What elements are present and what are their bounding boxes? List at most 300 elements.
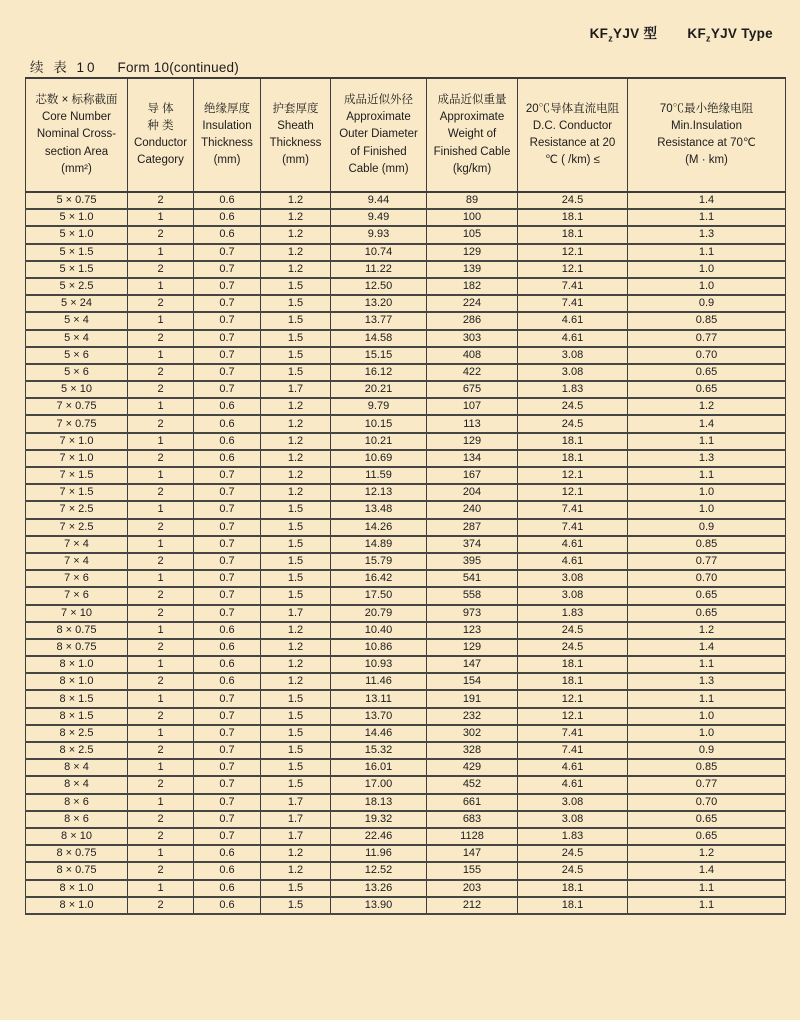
- table-cell: 13.70: [331, 708, 427, 725]
- table-cell: 0.7: [194, 364, 261, 381]
- table-cell: 302: [427, 725, 518, 742]
- table-cell: 2: [128, 192, 194, 209]
- column-header-core-number-cross-section: [26, 78, 128, 192]
- column-header-approx-outer-diameter: [331, 78, 427, 192]
- table-cell: 4.61: [518, 330, 628, 347]
- table-cell: 113: [427, 415, 518, 432]
- table-cell: 1.2: [261, 656, 331, 673]
- table-row: [26, 759, 786, 776]
- table-cell: 0.7: [194, 587, 261, 604]
- table-cell: 0.65: [628, 587, 786, 604]
- header-line: 成品近似重量: [437, 93, 507, 106]
- table-cell: 1.83: [518, 381, 628, 398]
- table-cell: 7 × 0.75: [26, 398, 128, 415]
- table-cell: 4.61: [518, 536, 628, 553]
- table-cell: 422: [427, 364, 518, 381]
- table-row: [26, 536, 786, 553]
- table-cell: 12.1: [518, 261, 628, 278]
- table-row: [26, 656, 786, 673]
- table-cell: 5 × 4: [26, 312, 128, 329]
- table-row: [26, 450, 786, 467]
- table-cell: 17.50: [331, 587, 427, 604]
- table-cell: 2: [128, 415, 194, 432]
- table-body: [26, 192, 786, 914]
- table-cell: 1.1: [628, 656, 786, 673]
- table-cell: 0.7: [194, 295, 261, 312]
- table-cell: 1.5: [261, 587, 331, 604]
- table-cell: 20.21: [331, 381, 427, 398]
- model-prefix-cn: KF: [589, 26, 609, 41]
- table-cell: 1.0: [628, 501, 786, 518]
- table-cell: 1.2: [261, 622, 331, 639]
- header-line: (mm): [213, 154, 241, 167]
- table-header: [26, 78, 786, 192]
- header-line: Cable (mm): [348, 162, 409, 175]
- table-cell: 1.5: [261, 553, 331, 570]
- table-cell: 12.1: [518, 708, 628, 725]
- table-cell: 0.7: [194, 261, 261, 278]
- table-cell: 0.7: [194, 759, 261, 776]
- table-cell: 0.85: [628, 759, 786, 776]
- table-cell: 89: [427, 192, 518, 209]
- table-cell: 15.79: [331, 553, 427, 570]
- table-cell: 155: [427, 862, 518, 879]
- table-cell: 2: [128, 484, 194, 501]
- table-cell: 8 × 0.75: [26, 845, 128, 862]
- table-cell: 0.7: [194, 467, 261, 484]
- table-cell: 3.08: [518, 570, 628, 587]
- table-cell: 12.52: [331, 862, 427, 879]
- table-cell: 4.61: [518, 312, 628, 329]
- table-cell: 20.79: [331, 605, 427, 622]
- table-cell: 1.5: [261, 708, 331, 725]
- table-cell: 212: [427, 897, 518, 914]
- table-cell: 3.08: [518, 794, 628, 811]
- table-cell: 1.2: [261, 244, 331, 261]
- table-cell: 7 × 1.5: [26, 467, 128, 484]
- table-cell: 0.7: [194, 244, 261, 261]
- header-line: D.C. Conductor: [532, 119, 613, 132]
- table-cell: 395: [427, 553, 518, 570]
- table-cell: 683: [427, 811, 518, 828]
- table-row: [26, 244, 786, 261]
- model-suffix-cn: YJV 型: [613, 26, 658, 41]
- header-line: (M · km): [685, 154, 728, 167]
- table-cell: 1.2: [628, 622, 786, 639]
- table-cell: 1.0: [628, 261, 786, 278]
- table-cell: 134: [427, 450, 518, 467]
- table-cell: 0.6: [194, 656, 261, 673]
- header-line: Category: [137, 154, 184, 167]
- table-cell: 1.7: [261, 828, 331, 845]
- table-cell: 0.6: [194, 845, 261, 862]
- table-cell: 1: [128, 690, 194, 707]
- table-cell: 1: [128, 656, 194, 673]
- table-cell: 4.61: [518, 553, 628, 570]
- table-cell: 1: [128, 570, 194, 587]
- table-cell: 10.74: [331, 244, 427, 261]
- table-cell: 5 × 1.0: [26, 226, 128, 243]
- table-cell: 16.42: [331, 570, 427, 587]
- table-row: [26, 519, 786, 536]
- table-cell: 1.83: [518, 828, 628, 845]
- table-cell: 0.6: [194, 398, 261, 415]
- model-subscript-en: z: [706, 33, 711, 44]
- table-cell: 429: [427, 759, 518, 776]
- table-cell: 13.90: [331, 897, 427, 914]
- table-cell: 0.65: [628, 381, 786, 398]
- table-row: [26, 708, 786, 725]
- table-cell: 1.2: [261, 261, 331, 278]
- table-cell: 8 × 4: [26, 759, 128, 776]
- table-cell: 1.7: [261, 811, 331, 828]
- table-cell: 1.0: [628, 708, 786, 725]
- column-header-dc-conductor-resistance: [518, 78, 628, 192]
- header-line: 导 体: [147, 102, 174, 115]
- table-cell: 204: [427, 484, 518, 501]
- table-cell: 10.15: [331, 415, 427, 432]
- table-cell: 1.2: [628, 845, 786, 862]
- table-cell: 11.59: [331, 467, 427, 484]
- table-row: [26, 415, 786, 432]
- table-row: [26, 587, 786, 604]
- table-row: [26, 862, 786, 879]
- table-cell: 1.5: [261, 519, 331, 536]
- table-cell: 14.58: [331, 330, 427, 347]
- table-cell: 18.1: [518, 656, 628, 673]
- header-line: Conductor: [133, 137, 188, 149]
- header-line: Approximate: [346, 111, 411, 124]
- table-cell: 0.85: [628, 312, 786, 329]
- table-cell: 8 × 6: [26, 794, 128, 811]
- table-cell: 0.6: [194, 192, 261, 209]
- table-cell: 1.4: [628, 192, 786, 209]
- table-row: [26, 467, 786, 484]
- table-row: [26, 811, 786, 828]
- table-cell: 12.1: [518, 690, 628, 707]
- model-prefix-en: KF: [687, 26, 706, 41]
- table-cell: 13.11: [331, 690, 427, 707]
- table-cell: 0.7: [194, 742, 261, 759]
- table-cell: 129: [427, 244, 518, 261]
- table-cell: 1: [128, 433, 194, 450]
- table-row: [26, 295, 786, 312]
- table-cell: 100: [427, 209, 518, 226]
- table-cell: 12.13: [331, 484, 427, 501]
- table-cell: 1.7: [261, 605, 331, 622]
- model-name-en: [687, 26, 773, 44]
- table-row: [26, 828, 786, 845]
- header-line: Min.Insulation: [671, 119, 742, 132]
- table-cell: 240: [427, 501, 518, 518]
- table-cell: 0.7: [194, 312, 261, 329]
- table-cell: 1.2: [261, 845, 331, 862]
- table-cell: 374: [427, 536, 518, 553]
- table-row: [26, 776, 786, 793]
- table-row: [26, 209, 786, 226]
- header-line: 20℃导体直流电阻: [525, 102, 620, 115]
- table-cell: 232: [427, 708, 518, 725]
- table-cell: 2: [128, 605, 194, 622]
- table-cell: 12.1: [518, 244, 628, 261]
- table-cell: 1.1: [628, 209, 786, 226]
- table-cell: 1.3: [628, 226, 786, 243]
- header-line: Resistance at 70℃: [657, 137, 756, 149]
- model-subscript-cn: z: [608, 33, 614, 44]
- column-header-conductor-category: [128, 78, 194, 192]
- table-cell: 0.7: [194, 690, 261, 707]
- table-row: [26, 226, 786, 243]
- table-cell: 9.93: [331, 226, 427, 243]
- table-cell: 1: [128, 398, 194, 415]
- table-cell: 1.2: [261, 415, 331, 432]
- header-line: Core Number: [41, 111, 112, 124]
- table-cell: 11.46: [331, 673, 427, 690]
- table-cell: 558: [427, 587, 518, 604]
- table-row: [26, 897, 786, 914]
- table-row: [26, 742, 786, 759]
- table-cell: 9.44: [331, 192, 427, 209]
- table-cell: 8 × 4: [26, 776, 128, 793]
- table-cell: 8 × 1.0: [26, 897, 128, 914]
- table-cell: 1.2: [261, 433, 331, 450]
- table-cell: 8 × 0.75: [26, 622, 128, 639]
- table-cell: 0.7: [194, 381, 261, 398]
- table-row: [26, 794, 786, 811]
- table-cell: 7 × 1.0: [26, 433, 128, 450]
- table-cell: 0.65: [628, 605, 786, 622]
- table-cell: 1.5: [261, 776, 331, 793]
- table-cell: 105: [427, 226, 518, 243]
- table-cell: 13.20: [331, 295, 427, 312]
- table-cell: 1.5: [261, 501, 331, 518]
- table-cell: 3.08: [518, 347, 628, 364]
- table-cell: 0.7: [194, 794, 261, 811]
- table-cell: 1: [128, 845, 194, 862]
- table-cell: 12.1: [518, 484, 628, 501]
- table-cell: 661: [427, 794, 518, 811]
- table-cell: 2: [128, 261, 194, 278]
- table-cell: 1.5: [261, 570, 331, 587]
- table-cell: 0.7: [194, 776, 261, 793]
- table-cell: 5 × 10: [26, 381, 128, 398]
- table-cell: 3.08: [518, 364, 628, 381]
- model-name-cn: [589, 26, 658, 44]
- table-cell: 154: [427, 673, 518, 690]
- table-cell: 408: [427, 347, 518, 364]
- table-caption: [30, 56, 239, 76]
- table-row: [26, 605, 786, 622]
- table-cell: 0.6: [194, 673, 261, 690]
- table-cell: 2: [128, 776, 194, 793]
- table-cell: 14.89: [331, 536, 427, 553]
- table-cell: 8 × 1.0: [26, 880, 128, 897]
- table-cell: 1.2: [628, 398, 786, 415]
- table-cell: 1.2: [261, 484, 331, 501]
- header-line: Outer Diameter: [339, 128, 418, 141]
- table-cell: 2: [128, 295, 194, 312]
- header-line: Sheath: [277, 119, 314, 132]
- header-line: 护套厚度: [272, 102, 319, 115]
- table-cell: 287: [427, 519, 518, 536]
- table-cell: 1.5: [261, 536, 331, 553]
- table-cell: 0.7: [194, 536, 261, 553]
- table-cell: 1.1: [628, 690, 786, 707]
- table-cell: 1.0: [628, 725, 786, 742]
- table-cell: 0.6: [194, 226, 261, 243]
- table-cell: 1.5: [261, 742, 331, 759]
- table-cell: 1: [128, 209, 194, 226]
- table-cell: 1.2: [261, 192, 331, 209]
- table-cell: 1.1: [628, 897, 786, 914]
- table-cell: 286: [427, 312, 518, 329]
- header-line: ℃ ( /km) ≤: [545, 154, 600, 167]
- table-row: [26, 192, 786, 209]
- table-row: [26, 639, 786, 656]
- table-cell: 18.1: [518, 673, 628, 690]
- table-cell: 0.9: [628, 295, 786, 312]
- table-cell: 8 × 6: [26, 811, 128, 828]
- table-cell: 7 × 2.5: [26, 501, 128, 518]
- table-cell: 2: [128, 381, 194, 398]
- table-cell: 2: [128, 450, 194, 467]
- table-cell: 0.70: [628, 794, 786, 811]
- table-cell: 12.1: [518, 467, 628, 484]
- table-cell: 0.6: [194, 209, 261, 226]
- column-header-min-insulation-resistance: [628, 78, 786, 192]
- table-cell: 7.41: [518, 725, 628, 742]
- table-row: [26, 484, 786, 501]
- table-cell: 3.08: [518, 587, 628, 604]
- model-suffix-en: YJV Type: [710, 26, 773, 41]
- table-cell: 4.61: [518, 759, 628, 776]
- table-cell: 11.96: [331, 845, 427, 862]
- table-cell: 182: [427, 278, 518, 295]
- table-cell: 5 × 1.5: [26, 244, 128, 261]
- table-cell: 1: [128, 467, 194, 484]
- table-cell: 0.85: [628, 536, 786, 553]
- table-cell: 1.5: [261, 690, 331, 707]
- table-cell: 0.7: [194, 708, 261, 725]
- table-cell: 1.5: [261, 347, 331, 364]
- table-row: [26, 553, 786, 570]
- table-cell: 2: [128, 519, 194, 536]
- cable-spec-table: [25, 77, 786, 915]
- table-row: [26, 347, 786, 364]
- table-row: [26, 278, 786, 295]
- table-row: [26, 398, 786, 415]
- table-cell: 1: [128, 312, 194, 329]
- table-cell: 18.1: [518, 226, 628, 243]
- table-cell: 203: [427, 880, 518, 897]
- table-cell: 7 × 0.75: [26, 415, 128, 432]
- header-line: Nominal Cross-: [36, 128, 117, 141]
- table-cell: 1.5: [261, 295, 331, 312]
- table-cell: 1: [128, 244, 194, 261]
- table-cell: 19.32: [331, 811, 427, 828]
- header-line: Thickness: [201, 137, 253, 149]
- table-cell: 18.1: [518, 897, 628, 914]
- table-cell: 129: [427, 639, 518, 656]
- table-cell: 1.5: [261, 312, 331, 329]
- table-cell: 10.21: [331, 433, 427, 450]
- table-cell: 1.1: [628, 880, 786, 897]
- header-line: Finished Cable: [433, 145, 511, 158]
- table-cell: 24.5: [518, 192, 628, 209]
- table-cell: 0.65: [628, 811, 786, 828]
- table-cell: 1: [128, 622, 194, 639]
- table-cell: 10.69: [331, 450, 427, 467]
- table-row: [26, 381, 786, 398]
- table-cell: 10.93: [331, 656, 427, 673]
- table-cell: 2: [128, 226, 194, 243]
- table-cell: 2: [128, 897, 194, 914]
- table-cell: 9.49: [331, 209, 427, 226]
- table-cell: 0.6: [194, 880, 261, 897]
- table-cell: 17.00: [331, 776, 427, 793]
- table-cell: 1.3: [628, 450, 786, 467]
- table-cell: 129: [427, 433, 518, 450]
- table-cell: 18.1: [518, 450, 628, 467]
- table-cell: 0.77: [628, 776, 786, 793]
- header-line: 种 类: [147, 119, 174, 132]
- table-cell: 8 × 2.5: [26, 725, 128, 742]
- table-cell: 1.2: [261, 639, 331, 656]
- header-line: 成品近似外径: [344, 93, 413, 106]
- table-cell: 8 × 1.5: [26, 690, 128, 707]
- table-cell: 0.6: [194, 433, 261, 450]
- table-row: [26, 725, 786, 742]
- table-cell: 1.5: [261, 725, 331, 742]
- table-cell: 123: [427, 622, 518, 639]
- table-cell: 1: [128, 725, 194, 742]
- table-cell: 2: [128, 587, 194, 604]
- table-cell: 0.7: [194, 553, 261, 570]
- table-cell: 7 × 1.5: [26, 484, 128, 501]
- table-row: [26, 673, 786, 690]
- table-cell: 8 × 10: [26, 828, 128, 845]
- table-cell: 541: [427, 570, 518, 587]
- table-cell: 7.41: [518, 519, 628, 536]
- table-cell: 13.48: [331, 501, 427, 518]
- table-row: [26, 501, 786, 518]
- table-row: [26, 364, 786, 381]
- table-cell: 8 × 1.5: [26, 708, 128, 725]
- table-cell: 0.7: [194, 811, 261, 828]
- table-cell: 0.65: [628, 828, 786, 845]
- table-cell: 22.46: [331, 828, 427, 845]
- header-line: 绝缘厚度: [204, 102, 250, 115]
- table-cell: 1: [128, 794, 194, 811]
- table-cell: 18.13: [331, 794, 427, 811]
- table-cell: 1.5: [261, 759, 331, 776]
- table-cell: 13.77: [331, 312, 427, 329]
- table-cell: 0.7: [194, 347, 261, 364]
- header-line: Weight of: [447, 128, 497, 141]
- table-cell: 5 × 6: [26, 347, 128, 364]
- table-row: [26, 622, 786, 639]
- table-cell: 7 × 10: [26, 605, 128, 622]
- table-cell: 1.7: [261, 794, 331, 811]
- table-cell: 8 × 2.5: [26, 742, 128, 759]
- table-cell: 1.2: [261, 398, 331, 415]
- table-cell: 12.50: [331, 278, 427, 295]
- table-cell: 24.5: [518, 415, 628, 432]
- header-line: 70℃最小绝缘电阻: [659, 102, 754, 115]
- table-cell: 1.4: [628, 639, 786, 656]
- table-cell: 16.01: [331, 759, 427, 776]
- table-cell: 10.40: [331, 622, 427, 639]
